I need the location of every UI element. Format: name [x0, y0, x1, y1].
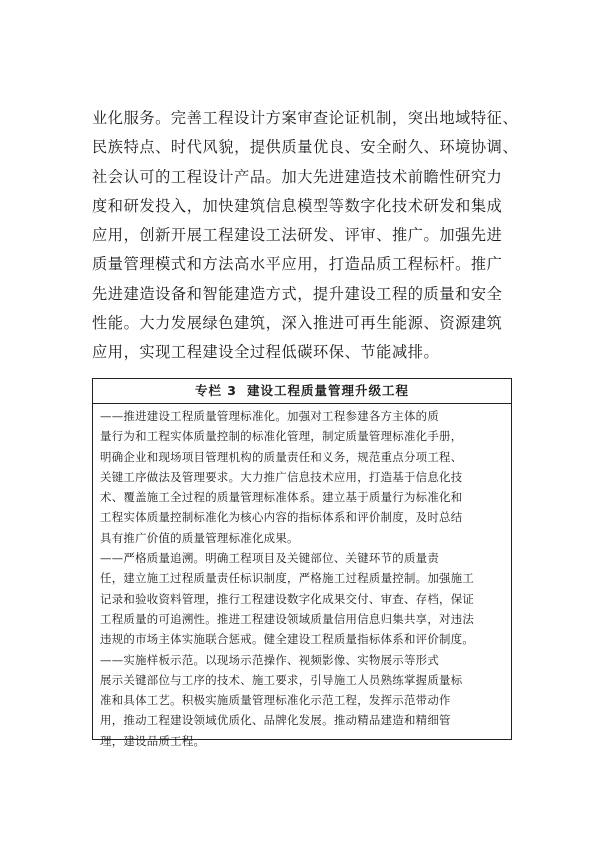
- column-box-line: 明确企业和现场项目管理机构的质量责任和义务，规范重点分项工程、: [100, 449, 463, 464]
- column-box-line: 术、覆盖施工全过程的质量管理标准体系。建立基于质量行为标准化和: [100, 490, 463, 505]
- body-line: 质量管理模式和方法高水平应用，打造品质工程标杆。推广: [92, 255, 503, 274]
- column-box-line: 展示关键部位与工序的技术、施工要求，引导施工人员熟练掌握质量标: [100, 672, 463, 687]
- column-box-line: ——严格质量追溯。明确工程项目及关键部位、关键环节的质量责: [100, 551, 440, 566]
- column-box-line: 工程实体质量控制标准化为核心内容的指标体系和评价制度，及时总结: [100, 510, 463, 525]
- column-box-line: 具有推广价值的质量管理标准化成果。: [100, 530, 299, 545]
- body-line: 民族特点、时代风貌，提供质量优良、安全耐久、环境协调、: [92, 138, 519, 157]
- column-box-body: [93, 404, 511, 751]
- body-line: 社会认可的工程设计产品。加大先进建造技术前瞻性研究力: [92, 167, 503, 186]
- column-box-line: 准和具体工艺。积极实施质量管理标准化示范工程，发挥示范带动作: [100, 693, 451, 708]
- body-line: 业化服务。完善工程设计方案审查论证机制，突出地域特征、: [92, 109, 519, 127]
- column-box-line: ——实施样板示范。以现场示范操作、视频影像、实物展示等形式: [100, 652, 440, 667]
- column-box-line: 理，建设品质工程。: [100, 733, 206, 748]
- column-box-line: 违规的市场主体实施联合惩戒。健全建设工程质量指标体系和评价制度。: [100, 632, 475, 647]
- column-box-line: 用，推动工程建设领域优质化、品牌化发展。推动精品建造和精细管: [100, 713, 451, 728]
- body-line: 度和研发投入，加快建筑信息模型等数字化技术研发和集成: [92, 196, 503, 215]
- column-box-label: 专栏 3: [194, 383, 238, 398]
- column-box-line: 记录和验收资料管理，推行工程建设数字化成果交付、审查、存档，保证: [100, 591, 475, 606]
- body-line: 应用，创新开展工程建设工法研发、评审、推广。加强先进: [92, 226, 503, 245]
- body-line: 应用，实现工程建设全过程低碳环保、节能减排。: [92, 343, 440, 362]
- body-line: 先进建造设备和智能建造方式，提升建设工程的质量和安全: [92, 284, 503, 303]
- column-box-line: 关键工序做法及管理要求。大力推广信息技术应用，打造基于信息化技: [100, 469, 463, 484]
- body-paragraph: [92, 104, 519, 368]
- column-box: [92, 378, 512, 748]
- column-box-title: [93, 379, 511, 404]
- body-line: 性能。大力发展绿色建筑，深入推进可再生能源、资源建筑: [92, 314, 503, 333]
- column-box-line: 工程质量的可追溯性。推进工程建设领域质量信用信息归集共享，对违法: [100, 611, 475, 626]
- column-box-heading: 建设工程质量管理升级工程: [247, 383, 410, 398]
- column-box-line: 任，建立施工过程质量责任标识制度，严格施工过程质量控制。加强施工: [100, 571, 475, 586]
- column-box-line: 量行为和工程实体质量控制的标准化管理，制定质量管理标准化手册，: [100, 429, 463, 444]
- column-box-line: ——推进建设工程质量管理标准化。加强对工程参建各方主体的质: [100, 409, 440, 423]
